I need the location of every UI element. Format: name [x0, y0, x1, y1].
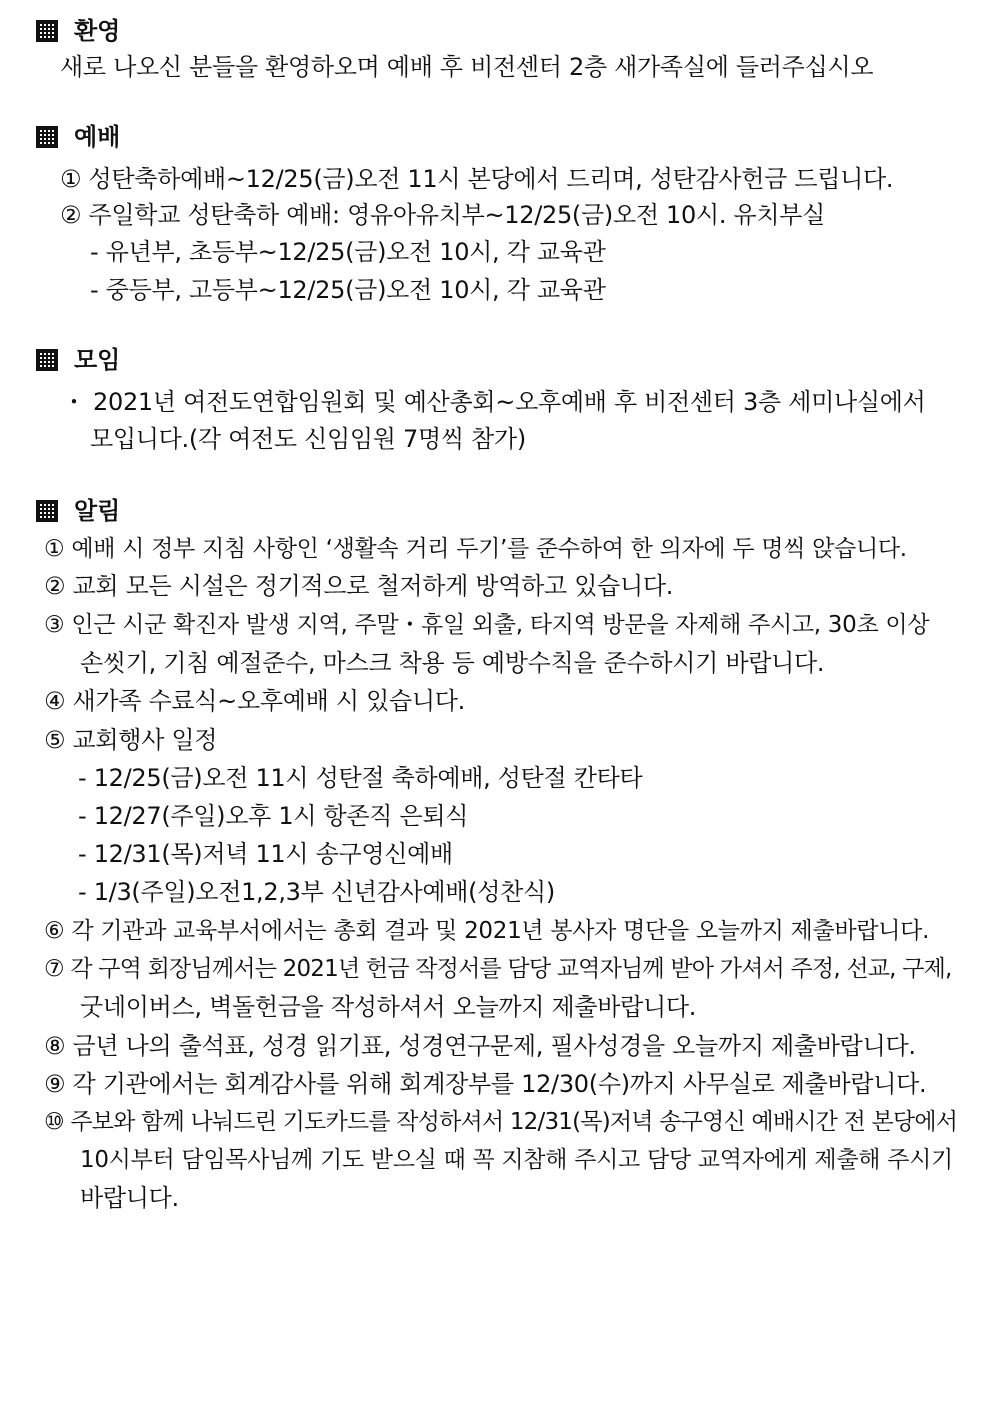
notice-item: ⑧ 금년 나의 출석표, 성경 읽기표, 성경연구문제, 필사성경을 오늘까지 제출바랍니다.: [44, 1032, 916, 1060]
notice-item-continued: 손씻기, 기침 예절준수, 마스크 착용 등 예방수칙을 준수하시기 바랍니다.: [80, 649, 825, 677]
notice-item: ⑦ 각 구역 회장님께서는 2021년 헌금 작정서를 담당 교역자님께 받아 가셔서 주정, 선교, 구제,: [44, 956, 952, 982]
event-schedule-item: - 1/3(주일)오전1,2,3부 신년감사예배(성찬식): [78, 878, 555, 906]
notice-item: ④ 새가족 수료식~오후예배 시 있습니다.: [44, 687, 465, 715]
section-worship-title: [36, 122, 120, 152]
section-title-text: 모임: [74, 346, 121, 374]
welcome-text: 새로 나오신 분들을 환영하오며 예배 후 비전센터 2층 새가족실에 들러주십시오: [60, 53, 874, 81]
notice-item: ⑨ 각 기관에서는 회계감사를 위해 회계장부를 12/30(수)까지 사무실로 제출바랍니다.: [44, 1070, 927, 1098]
notice-item-continued: 굿네이버스, 벽돌헌금을 작성하셔서 오늘까지 제출바랍니다.: [80, 993, 697, 1021]
meeting-line: ・ 2021년 여전도연합임원회 및 예산총회~오후예배 후 비전센터 3층 세미나실에서: [62, 388, 926, 416]
checkered-square-icon: [36, 349, 58, 371]
section-notice-title: [36, 496, 120, 526]
event-schedule-item: - 12/25(금)오전 11시 성탄절 축하예배, 성탄절 칸타타: [78, 764, 643, 792]
notice-item: ⑥ 각 기관과 교육부서에서는 총회 결과 및 2021년 봉사자 명단을 오늘까지 제출바랍니다.: [44, 918, 930, 944]
notice-item-continued: 10시부터 담임목사님께 기도 받으실 때 꼭 지참해 주시고 담당 교역자에게 제출해 주시기: [80, 1147, 953, 1173]
section-meeting-title: [36, 345, 120, 375]
notice-item: ⑤ 교회행사 일정: [44, 726, 218, 754]
worship-subline: - 유년부, 초등부~12/25(금)오전 10시, 각 교육관: [90, 238, 606, 266]
section-title-text: 알림: [74, 497, 121, 525]
worship-line: ② 주일학교 성탄축하 예배: 영유아유치부~12/25(금)오전 10시. 유치부실: [60, 201, 826, 229]
worship-line: ① 성탄축하예배~12/25(금)오전 11시 본당에서 드리며, 성탄감사헌금 드립니다.: [60, 165, 894, 193]
section-title-text: 예배: [74, 123, 121, 151]
event-schedule-item: - 12/27(주일)오후 1시 항존직 은퇴식: [78, 802, 469, 830]
checkered-square-icon: [36, 500, 58, 522]
notice-item: ② 교회 모든 시설은 정기적으로 철저하게 방역하고 있습니다.: [44, 572, 674, 600]
worship-subline: - 중등부, 고등부~12/25(금)오전 10시, 각 교육관: [90, 276, 606, 304]
notice-item-continued: 바랍니다.: [80, 1184, 179, 1212]
section-welcome-title: [36, 16, 120, 46]
event-schedule-item: - 12/31(목)저녁 11시 송구영신예배: [78, 840, 453, 868]
checkered-square-icon: [36, 126, 58, 148]
notice-item: ③ 인근 시군 확진자 발생 지역, 주말・휴일 외출, 타지역 방문을 자제해 주시고, 30초 이상: [44, 612, 930, 638]
meeting-line-continued: 모입니다.(각 여전도 신임임원 7명씩 참가): [90, 425, 526, 453]
notice-item: ① 예배 시 정부 지침 사항인 ‘생활속 거리 두기’를 준수하여 한 의자에 두 명씩 앉습니다.: [44, 536, 907, 562]
section-title-text: 환영: [74, 17, 121, 45]
notice-item: ⑩ 주보와 함께 나눠드린 기도카드를 작성하셔서 12/31(목)저녁 송구영신 예배시간 전 본당에서: [44, 1109, 958, 1135]
checkered-square-icon: [36, 20, 58, 42]
